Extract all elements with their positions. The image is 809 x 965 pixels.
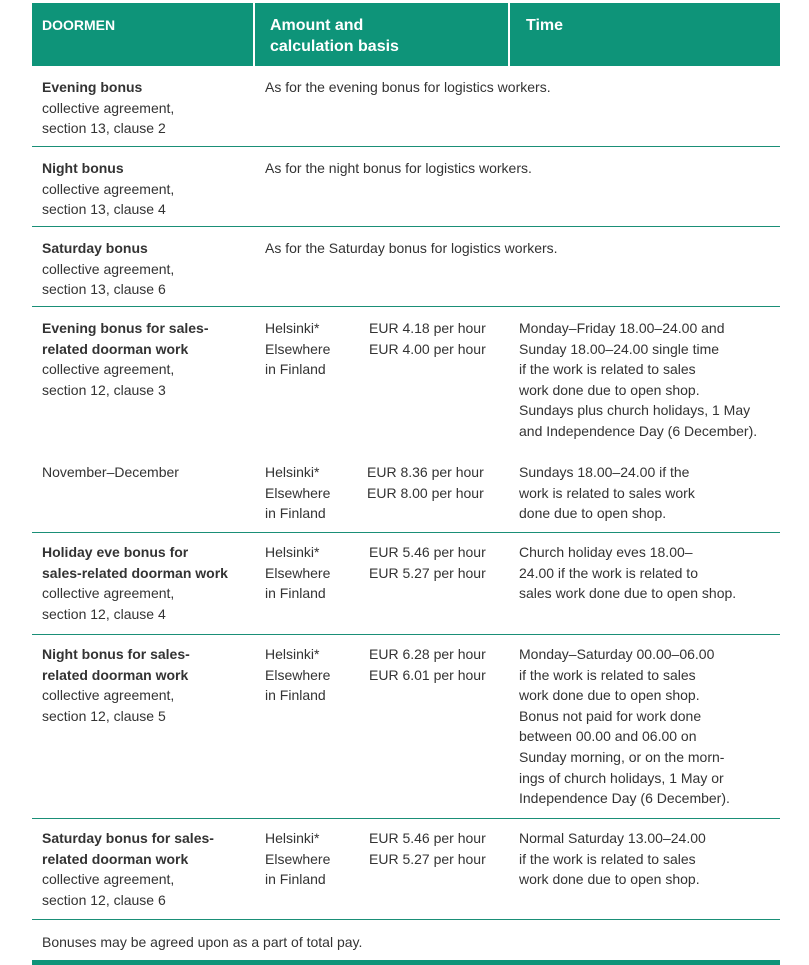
location-list: Helsinki* Elsewhere in Finland (265, 544, 331, 602)
amount-list: EUR 6.28 per hour EUR 6.01 per hour (369, 646, 486, 683)
table-row (32, 635, 780, 819)
bonus-title: Night bonus for sales- related doorman work (42, 646, 190, 683)
table-row (32, 533, 780, 635)
bonus-reference: collective agreement, section 13, clause 4 (42, 180, 175, 218)
bonus-note: As for the evening bonus for logistics workers. (265, 79, 551, 95)
bonus-reference: collective agreement, section 13, clause 2 (42, 99, 175, 137)
time-description: Church holiday eves 18.00– 24.00 if the work is related to sales work done due to open shop. (519, 544, 737, 602)
table-footer (32, 920, 780, 956)
bonus-reference: collective agreement, section 12, clause 3 (42, 361, 175, 398)
amount-list: EUR 8.36 per hour EUR 8.00 per hour (367, 464, 484, 501)
time-description: Monday–Friday 18.00–24.00 and Sunday 18.00–24.00 single time if the work is related to sales work done due to open shop. Sundays plus church holidays, 1 May and Independence Day (6 December). (519, 320, 758, 439)
bonus-title: Saturday bonus (42, 240, 148, 256)
bonus-note: As for the Saturday bonus for logistics workers. (265, 240, 558, 256)
bottom-rule (32, 960, 780, 965)
bonus-table (32, 3, 780, 956)
bonus-title: Evening bonus for sales- related doorman work (42, 320, 209, 357)
bonus-note: As for the night bonus for logistics workers. (265, 160, 532, 176)
bonus-title: Night bonus (42, 160, 124, 176)
bonus-title: Evening bonus (42, 79, 143, 95)
header-time: Time (510, 3, 780, 66)
table-row (32, 66, 780, 147)
table-header (32, 3, 780, 66)
bonus-reference: collective agreement, section 13, clause 6 (42, 260, 175, 298)
location-list: Helsinki* Elsewhere in Finland (265, 830, 331, 888)
time-description: Normal Saturday 13.00–24.00 if the work is related to sales work done due to open shop. (519, 830, 706, 888)
header-doormen: DOORMEN (32, 3, 253, 66)
bonus-reference: collective agreement, section 12, clause 6 (42, 871, 175, 908)
table-row (32, 227, 780, 307)
location-list: Helsinki* Elsewhere in Finland (265, 320, 331, 378)
table-row (32, 147, 780, 227)
bonus-reference: collective agreement, section 12, clause 4 (42, 585, 175, 622)
time-description: Sundays 18.00–24.00 if the work is related to sales work done due to open shop. (519, 464, 695, 522)
bonus-reference: collective agreement, section 12, clause 5 (42, 687, 175, 724)
table-row (32, 819, 780, 920)
table-row (32, 307, 780, 533)
header-amount: Amount and calculation basis (255, 3, 508, 66)
location-list: Helsinki* Elsewhere in Finland (265, 464, 331, 522)
amount-list: EUR 5.46 per hour EUR 5.27 per hour (369, 544, 486, 581)
location-list: Helsinki* Elsewhere in Finland (265, 646, 331, 704)
amount-list: EUR 4.18 per hour EUR 4.00 per hour (369, 320, 486, 357)
bonus-title: Holiday eve bonus for sales-related doorman work (42, 544, 228, 581)
footer-note: Bonuses may be agreed upon as a part of total pay. (42, 934, 363, 950)
sub-period-label: November–December (42, 464, 179, 480)
bonus-title: Saturday bonus for sales- related doorman work (42, 830, 214, 867)
time-description: Monday–Saturday 00.00–06.00 if the work is related to sales work done due to open shop. Bonus not paid for work done between 00.00 and 06.00 on Sunday morning, or on the morn- ings of church holidays, 1 May or Independence Day (6 December). (519, 646, 730, 807)
amount-list: EUR 5.46 per hour EUR 5.27 per hour (369, 830, 486, 867)
